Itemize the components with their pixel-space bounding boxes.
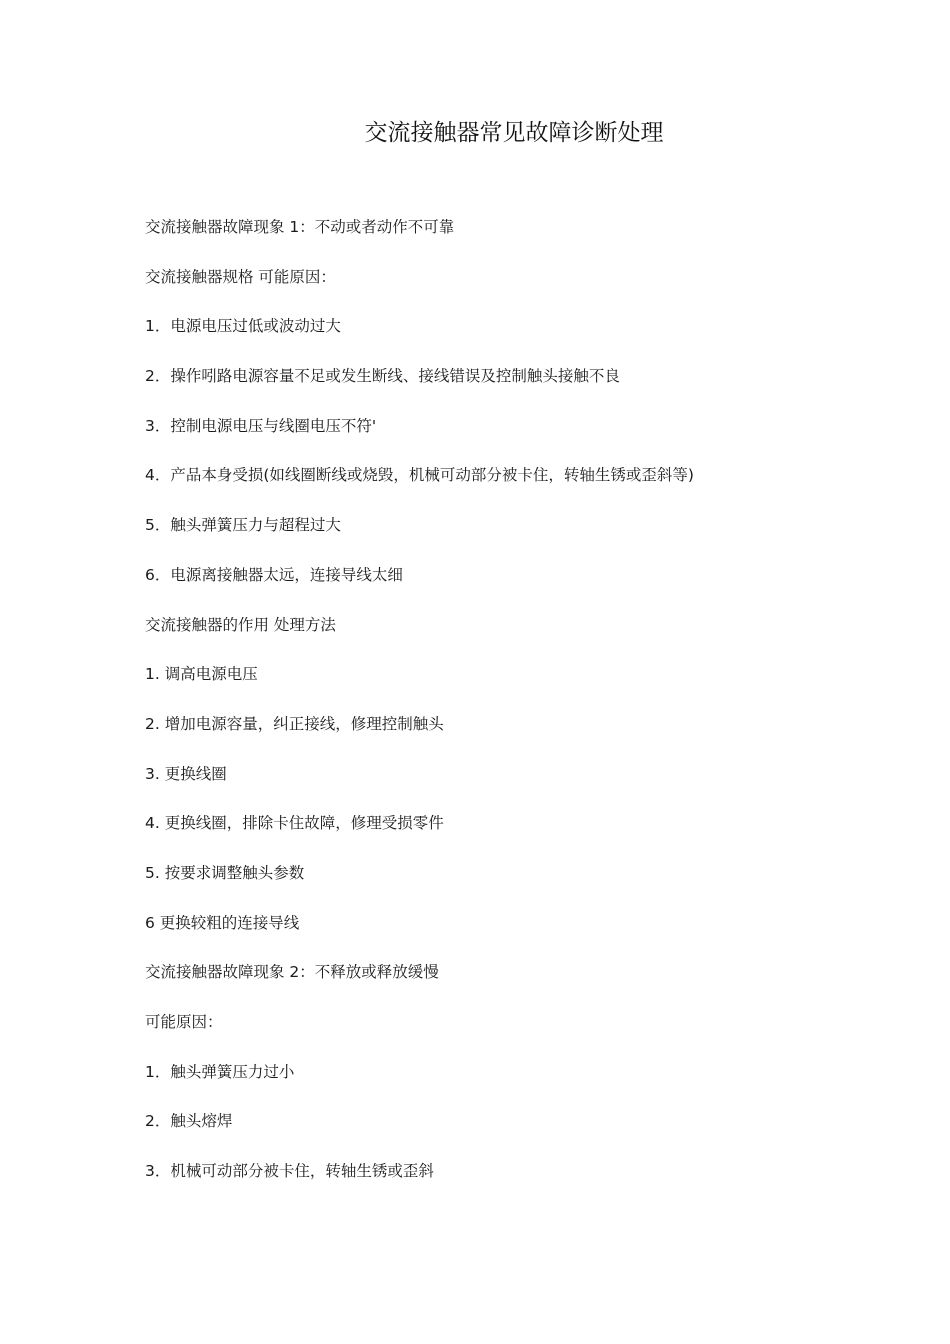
solution-item-2: 2. 增加电源容量，纠正接线，修理控制触头 xyxy=(145,714,444,733)
cause-2-item-1: 1．触头弹簧压力过小 xyxy=(145,1062,295,1081)
solution-item-4: 4. 更换线圈，排除卡住故障，修理受损零件 xyxy=(145,814,444,833)
cause-2-item-3: 3．机械可动部分被卡住，转轴生锈或歪斜 xyxy=(145,1162,434,1181)
cause-item-1: 1．电源电压过低或波动过大 xyxy=(145,317,341,336)
section-heading-fault-1: 交流接触器故障现象 1：不动或者动作不可靠 xyxy=(145,218,455,236)
solution-item-3: 3. 更换线圈 xyxy=(145,764,227,783)
possible-causes-heading: 交流接触器规格 可能原因： xyxy=(145,267,336,286)
solution-item-1: 1. 调高电源电压 xyxy=(145,665,258,684)
possible-causes-heading-2: 可能原因： xyxy=(145,1013,223,1031)
cause-item-6: 6．电源离接触器太远，连接导线太细 xyxy=(145,565,403,584)
cause-item-4: 4．产品本身受损(如线圈断线或烧毁，机械可动部分被卡住，转轴生锈或歪斜等) xyxy=(145,466,694,485)
document-title: 交流接触器常见故障诊断处理 xyxy=(364,120,664,146)
solution-item-6: 6 更换较粗的连接导线 xyxy=(145,913,300,932)
cause-item-2: 2．操作吲路电源容量不足或发生断线、接线错误及控制触头接触不良 xyxy=(145,367,620,386)
section-heading-fault-2: 交流接触器故障现象 2：不释放或释放缓慢 xyxy=(145,963,439,982)
solutions-heading: 交流接触器的作用 处理方法 xyxy=(145,615,336,634)
solution-item-5: 5. 按要求调整触头参数 xyxy=(145,863,305,882)
document-body xyxy=(145,213,905,1207)
cause-item-5: 5．触头弹簧压力与超程过大 xyxy=(145,516,341,535)
cause-2-item-2: 2．触头熔焊 xyxy=(145,1112,233,1131)
cause-item-3: 3．控制电源电压与线圈电压不符' xyxy=(145,416,377,435)
